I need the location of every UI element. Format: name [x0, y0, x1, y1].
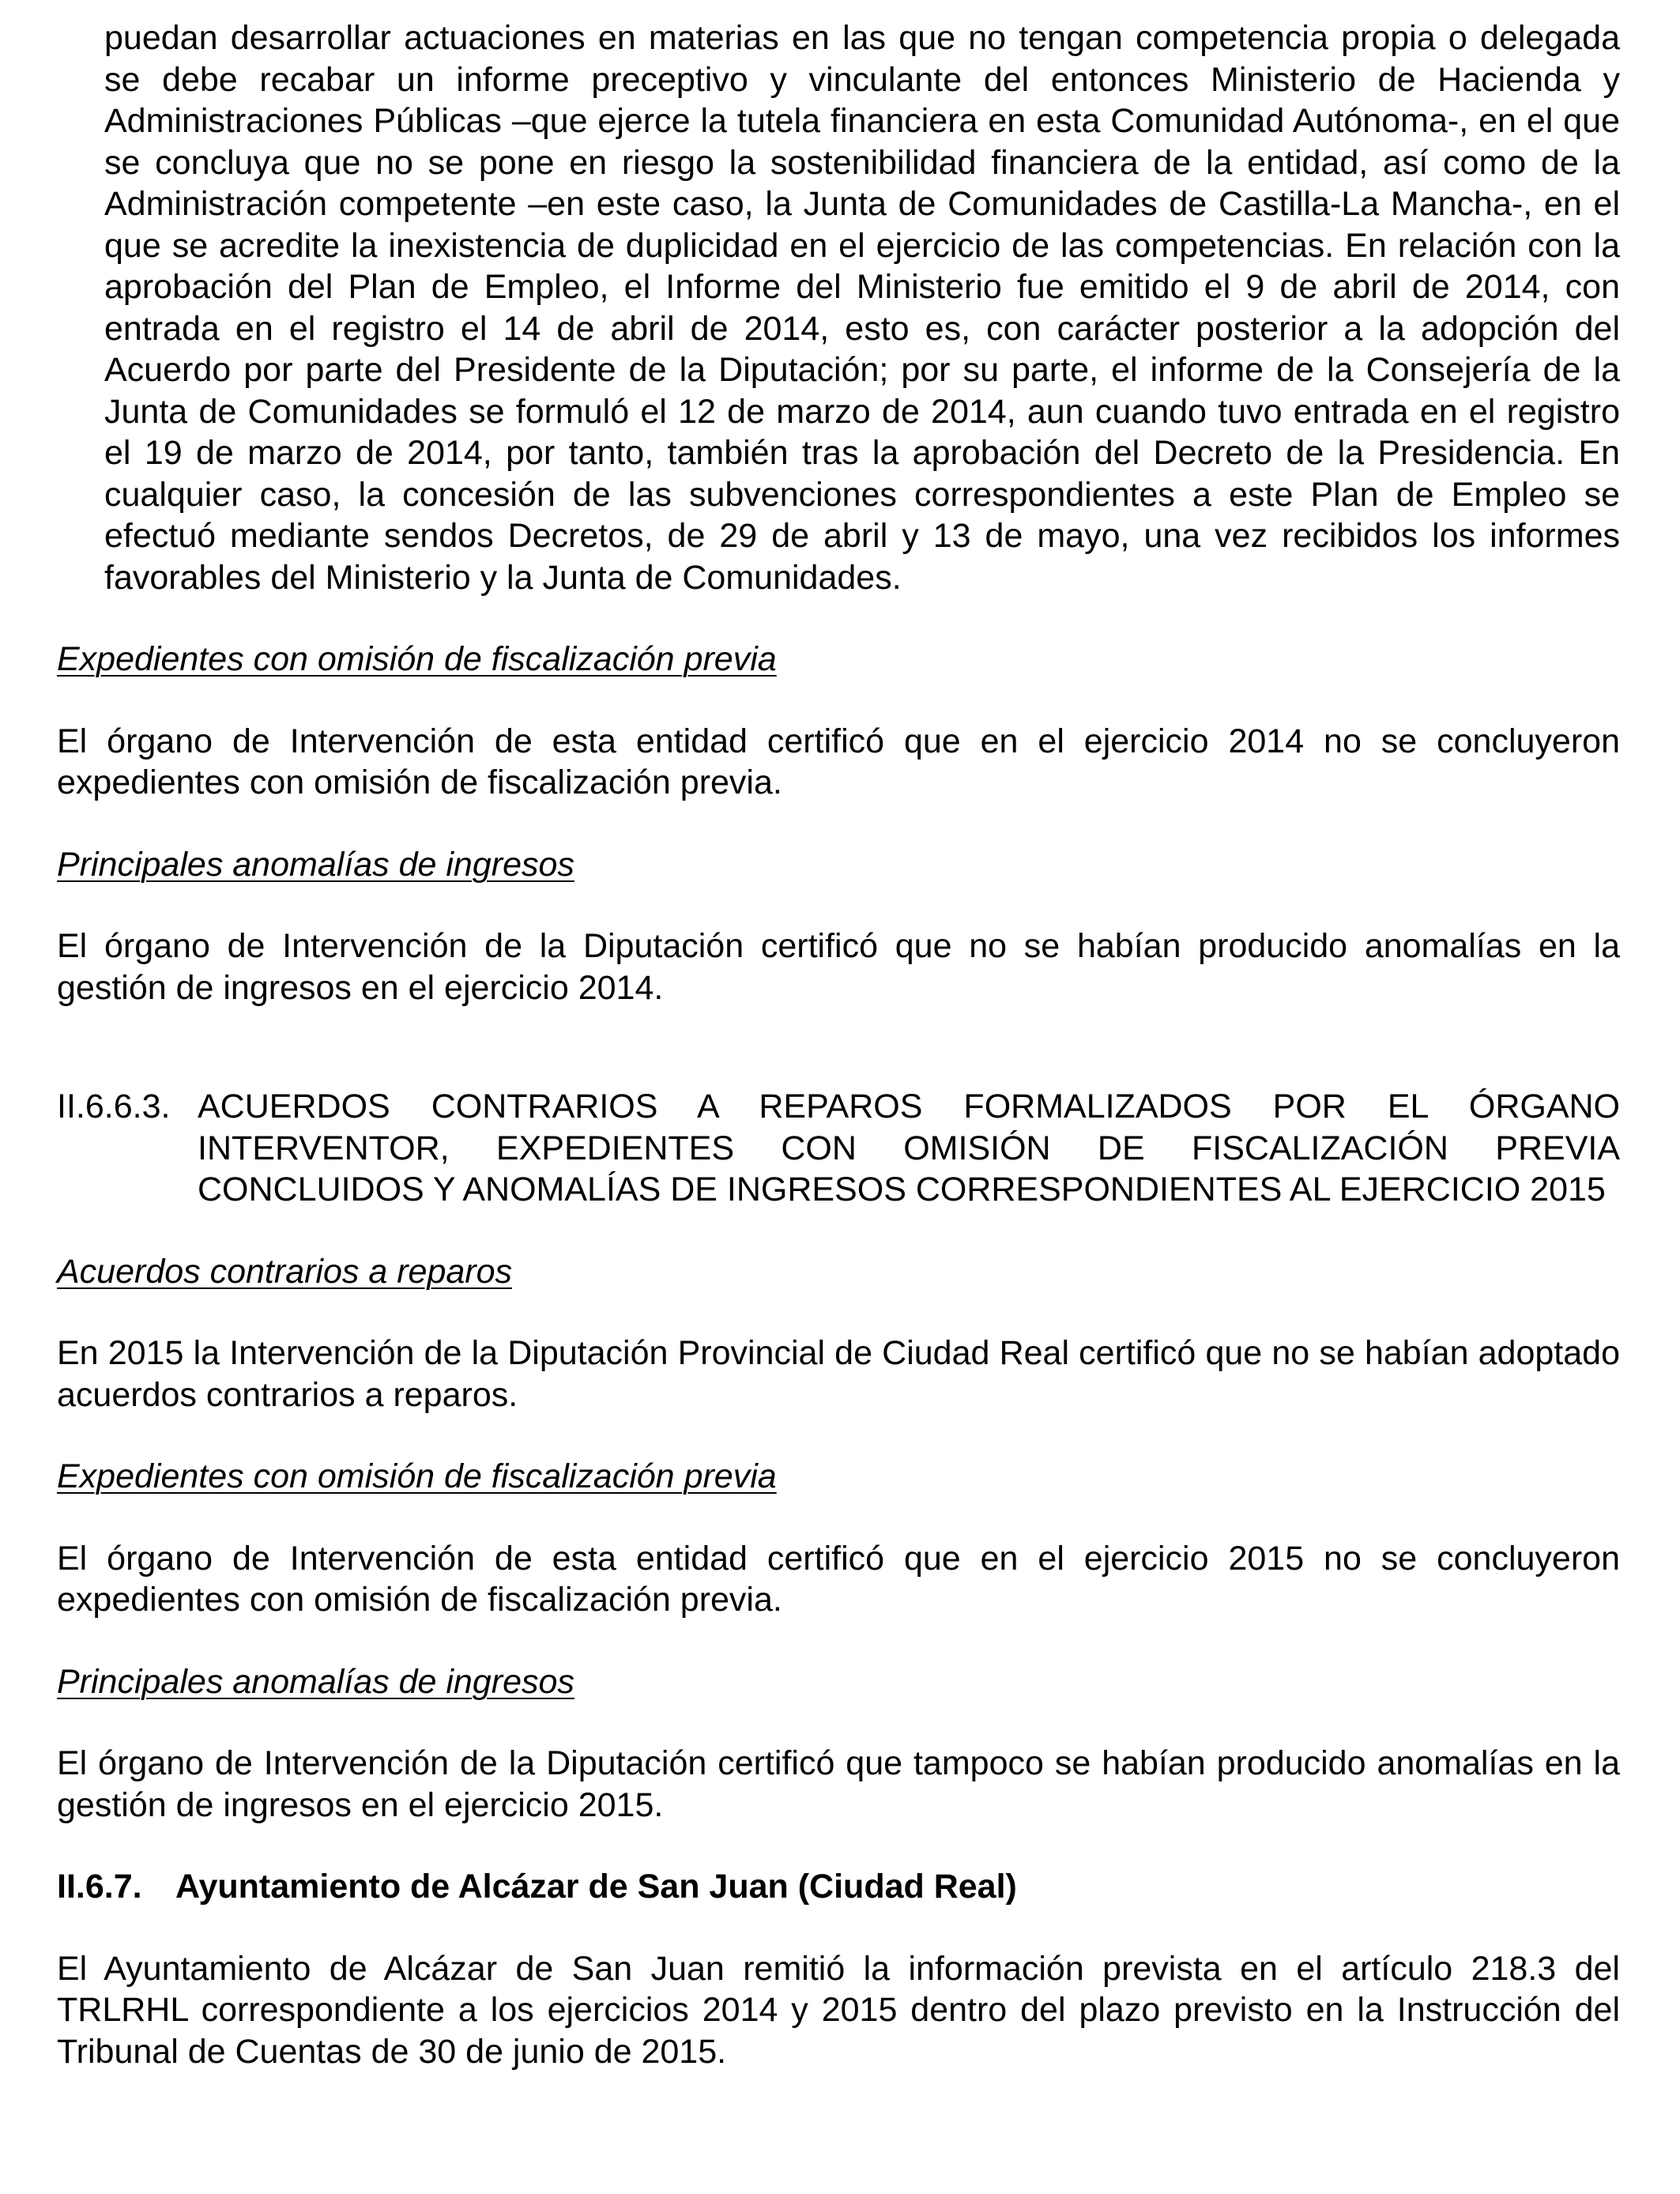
- heading-expedientes-2014: Expedientes con omisión de fiscalización previa: [57, 640, 777, 678]
- paragraph-anomalias-2014: El órgano de Intervención de la Diputación certificó que no se habían producido anomalías en la gestión de ingresos en el ejercicio 2014.: [57, 927, 1620, 1007]
- section-67-number: II.6.7.: [57, 1868, 142, 1906]
- paragraph-expedientes-2015: El órgano de Intervención de esta entidad certificó que en el ejercicio 2015 no se concluyeron expedientes con omisión de fiscalización previa.: [57, 1539, 1620, 1619]
- intro-paragraph: puedan desarrollar actuaciones en materias en las que no tengan competencia propia o delegada se debe recabar un informe preceptivo y vinculante del entonces Ministerio de Hacienda y Administraciones Públicas –que ejerce la tutela financiera en esta Comunidad Autónoma-, en el que se concluya que no se pone en riesgo la sostenibilidad financiera de la entidad, así como de la Administración competente –en este caso, la Junta de Comunidades de Castilla-La Mancha-, en el que se acredite la inexistencia de duplicidad en el ejercicio de las competencias. En relación con la aprobación del Plan de Empleo, el Informe del Ministerio fue emitido el 9 de abril de 2014, con entrada en el registro el 14 de abril de 2014, esto es, con carácter posterior a la adopción del Acuerdo por parte del Presidente de la Diputación; por su parte, el informe de la Consejería de la Junta de Comunidades se formuló el 12 de marzo de 2014, aun cuando tuvo entrada en el registro el 19 de marzo de 2014, por tanto, también tras la aprobación del Decreto de la Presidencia. En cualquier caso, la concesión de las subvenciones correspondientes a este Plan de Empleo se efectuó mediante sendos Decretos, de 29 de abril y 13 de mayo, una vez recibidos los informes favorables del Ministerio y la Junta de Comunidades.: [104, 19, 1620, 597]
- heading-expedientes-2015: Expedientes con omisión de fiscalización previa: [57, 1457, 777, 1495]
- section-663-title: ACUERDOS CONTRARIOS A REPAROS FORMALIZADOS POR EL ÓRGANO INTERVENTOR, EXPEDIENTES CON OMISIÓN DE FISCALIZACIÓN PREVIA CONCLUIDOS Y ANOMALÍAS DE INGRESOS CORRESPONDIENTES AL EJERCICIO 2015: [198, 1088, 1620, 1208]
- paragraph-alcazar: El Ayuntamiento de Alcázar de San Juan remitió la información prevista en el artículo 218.3 del TRLRHL correspondiente a los ejercicios 2014 y 2015 dentro del plazo previsto en la Instrucción del Tribunal de Cuentas de 30 de junio de 2015.: [57, 1949, 1620, 2071]
- paragraph-anomalias-2015: El órgano de Intervención de la Diputación certificó que tampoco se habían producido anomalías en la gestión de ingresos en el ejercicio 2015.: [57, 1744, 1620, 1824]
- paragraph-expedientes-2014: El órgano de Intervención de esta entidad certificó que en el ejercicio 2014 no se concluyeron expedientes con omisión de fiscalización previa.: [57, 722, 1620, 801]
- section-663-heading: [57, 1086, 1620, 1211]
- section-67-heading: [57, 1866, 1620, 1908]
- heading-acuerdos-2015: Acuerdos contrarios a reparos: [57, 1252, 513, 1291]
- heading-anomalias-2015: Principales anomalías de ingresos: [57, 1662, 574, 1701]
- heading-anomalias-2014: Principales anomalías de ingresos: [57, 845, 574, 884]
- paragraph-acuerdos-2015: En 2015 la Intervención de la Diputación Provincial de Ciudad Real certificó que no se habían adoptado acuerdos contrarios a reparos.: [57, 1334, 1620, 1414]
- section-67-title: Ayuntamiento de Alcázar de San Juan (Ciudad Real): [175, 1868, 1017, 1906]
- section-663-number: II.6.6.3.: [57, 1088, 171, 1125]
